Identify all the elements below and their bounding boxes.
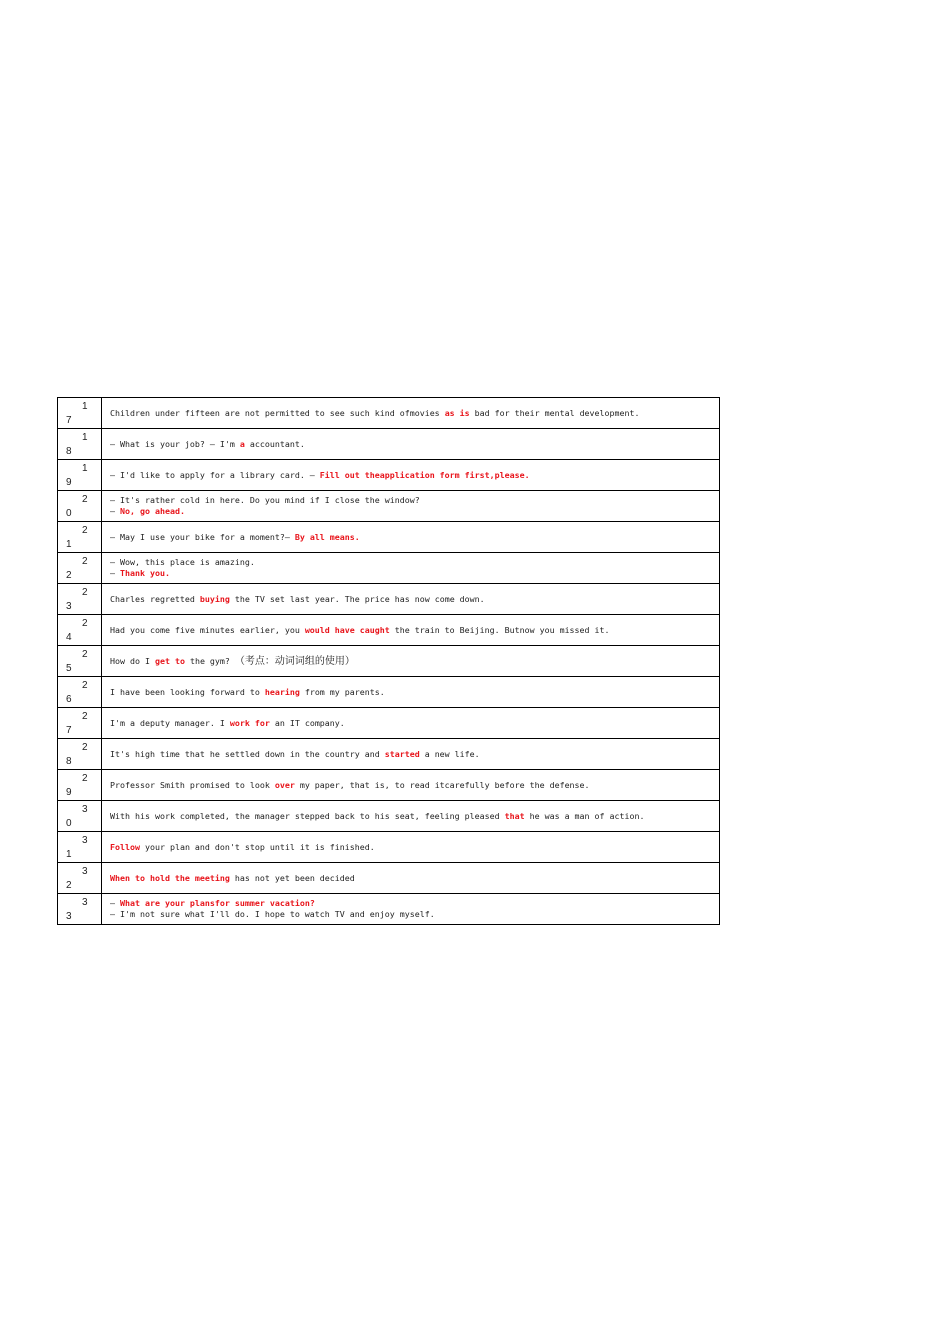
sentence-line — [110, 898, 719, 909]
sentence-text: he was a man of action. — [524, 810, 645, 821]
table-row — [58, 646, 720, 677]
sentence-text: — — [110, 898, 120, 908]
question-number — [58, 646, 102, 677]
table-row — [58, 801, 720, 832]
number-ones-digit: 9 — [66, 477, 72, 488]
answer-text: get to — [154, 655, 185, 666]
sentence-line — [110, 687, 719, 698]
answer-text: When to hold the meeting — [110, 872, 230, 883]
sentence-line — [110, 506, 719, 517]
sentence-cell — [102, 584, 720, 615]
sentence-text: an IT company. — [269, 717, 345, 728]
sentence-line — [110, 780, 719, 791]
sentence-cell — [102, 708, 720, 739]
answer-text: buying — [199, 593, 230, 604]
table-row — [58, 491, 720, 522]
answer-text: a — [239, 438, 245, 449]
number-tens-digit: 2 — [82, 587, 88, 598]
table-row — [58, 677, 720, 708]
table-row — [58, 584, 720, 615]
sentence-line — [110, 625, 719, 636]
question-number — [58, 801, 102, 832]
sentence-text: — May I use your bike for a moment?— — [110, 531, 295, 542]
table-body — [58, 398, 720, 925]
question-number — [58, 739, 102, 770]
sentence-text: Children under fifteen are not permitted to see such kind ofmovies — [110, 407, 445, 418]
sentence-line — [110, 439, 719, 450]
answer-text: would have caught — [304, 624, 390, 635]
question-number — [58, 894, 102, 925]
sentence-text: — What is your job? — I'm — [110, 438, 240, 449]
number-tens-digit: 3 — [82, 897, 88, 908]
sentence-text: — Wow, this place is amazing. — [110, 557, 255, 567]
question-number — [58, 770, 102, 801]
sentence-text: the gym? — [184, 655, 235, 666]
table-row — [58, 770, 720, 801]
sentence-text: I have been looking forward to — [110, 686, 265, 697]
sentence-line — [110, 470, 719, 481]
table-row — [58, 429, 720, 460]
number-ones-digit: 0 — [66, 508, 72, 519]
sentence-text: I'm a deputy manager. I — [110, 717, 230, 728]
number-tens-digit: 2 — [82, 494, 88, 505]
sentence-text: — — [110, 506, 120, 516]
table-row — [58, 615, 720, 646]
sentence-text: — — [110, 568, 120, 578]
sentence-cell — [102, 646, 720, 677]
sentence-line — [110, 909, 719, 920]
answer-text: Thank you. — [120, 568, 170, 578]
number-ones-digit: 2 — [66, 570, 72, 581]
sentence-text: With his work completed, the manager stepped back to his seat, feeling pleased — [110, 810, 505, 821]
sentence-cell — [102, 429, 720, 460]
sentence-text: — I'm not sure what I'll do. I hope to watch TV and enjoy myself. — [110, 909, 435, 919]
sentence-text: How do I — [110, 655, 155, 666]
table-row — [58, 832, 720, 863]
table-row — [58, 863, 720, 894]
question-number — [58, 522, 102, 553]
sentence-text: the train to Beijing. Butnow you missed it. — [389, 624, 610, 635]
answer-text: started — [384, 748, 420, 759]
sentence-text: your plan and don't stop until it is finished. — [139, 841, 375, 852]
sentence-cell — [102, 522, 720, 553]
number-tens-digit: 3 — [82, 835, 88, 846]
question-number — [58, 615, 102, 646]
table-row — [58, 522, 720, 553]
number-tens-digit: 1 — [82, 463, 88, 474]
answer-text: No, go ahead. — [120, 506, 185, 516]
sentence-text: Professor Smith promised to look — [110, 779, 275, 790]
sentence-line — [110, 718, 719, 729]
number-ones-digit: 1 — [66, 849, 72, 860]
table-row — [58, 553, 720, 584]
number-ones-digit: 3 — [66, 601, 72, 612]
number-ones-digit: 3 — [66, 911, 72, 922]
sentence-text: It's high time that he settled down in the country and — [110, 748, 385, 759]
sentence-text: accountant. — [244, 438, 305, 449]
sentence-line — [110, 749, 719, 760]
sentence-line — [110, 594, 719, 605]
number-ones-digit: 2 — [66, 880, 72, 891]
sentence-line — [110, 495, 719, 506]
number-tens-digit: 1 — [82, 401, 88, 412]
sentence-line — [110, 811, 719, 822]
sentence-text: the TV set last year. The price has now come down. — [229, 593, 485, 604]
question-number — [58, 863, 102, 894]
number-ones-digit: 6 — [66, 694, 72, 705]
number-ones-digit: 7 — [66, 725, 72, 736]
sentence-text: bad for their mental development. — [469, 407, 640, 418]
number-tens-digit: 1 — [82, 432, 88, 443]
table-row — [58, 739, 720, 770]
number-tens-digit: 2 — [82, 525, 88, 536]
number-tens-digit: 2 — [82, 649, 88, 660]
sentence-text: — It's rather cold in here. Do you mind if I close the window? — [110, 495, 420, 505]
number-ones-digit: 9 — [66, 787, 72, 798]
sentence-text: from my parents. — [299, 686, 385, 697]
sentence-line — [110, 568, 719, 579]
sentence-cell — [102, 801, 720, 832]
note-text: （考点：动词词组的使用） — [234, 655, 355, 667]
answer-text: What are your plansfor summer vacation? — [120, 898, 315, 908]
table-row — [58, 708, 720, 739]
sentence-cell — [102, 615, 720, 646]
sentence-cell — [102, 677, 720, 708]
sentence-text: — I'd like to apply for a library card. — — [110, 469, 320, 480]
sentence-text: a new life. — [419, 748, 480, 759]
table-row — [58, 398, 720, 429]
number-tens-digit: 2 — [82, 742, 88, 753]
table-row — [58, 894, 720, 925]
question-number — [58, 460, 102, 491]
answer-text: Fill out theapplication form first,please. — [319, 469, 530, 480]
sentence-cell — [102, 553, 720, 584]
answer-text: work for — [229, 717, 270, 728]
answer-text: as is — [444, 407, 470, 418]
sentence-text: my paper, that is, to read itcarefully before the defense. — [294, 779, 590, 790]
sentence-cell — [102, 491, 720, 522]
sentence-line — [110, 842, 719, 853]
sentence-cell — [102, 739, 720, 770]
number-tens-digit: 3 — [82, 804, 88, 815]
sentence-cell — [102, 770, 720, 801]
sentence-cell — [102, 460, 720, 491]
sentence-text: Charles regretted — [110, 593, 200, 604]
sentence-cell — [102, 863, 720, 894]
question-number — [58, 398, 102, 429]
sentence-text: has not yet been decided — [229, 872, 355, 883]
table-row — [58, 460, 720, 491]
number-ones-digit: 8 — [66, 756, 72, 767]
answer-text: that — [504, 810, 525, 821]
sentence-line — [110, 532, 719, 543]
sentence-line — [110, 873, 719, 884]
number-tens-digit: 2 — [82, 680, 88, 691]
number-tens-digit: 2 — [82, 773, 88, 784]
question-number — [58, 491, 102, 522]
answer-text: over — [274, 779, 295, 790]
exercise-table — [57, 397, 720, 925]
sentence-cell — [102, 832, 720, 863]
question-number — [58, 553, 102, 584]
question-number — [58, 708, 102, 739]
number-ones-digit: 8 — [66, 446, 72, 457]
number-ones-digit: 5 — [66, 663, 72, 674]
sentence-cell — [102, 894, 720, 925]
sentence-line — [110, 408, 719, 419]
answer-text: hearing — [264, 686, 300, 697]
number-ones-digit: 0 — [66, 818, 72, 829]
sentence-line — [110, 656, 719, 667]
number-ones-digit: 4 — [66, 632, 72, 643]
number-tens-digit: 2 — [82, 618, 88, 629]
number-tens-digit: 3 — [82, 866, 88, 877]
question-number — [58, 584, 102, 615]
question-number — [58, 677, 102, 708]
number-ones-digit: 1 — [66, 539, 72, 550]
sentence-line — [110, 557, 719, 568]
number-ones-digit: 7 — [66, 415, 72, 426]
sentence-cell — [102, 398, 720, 429]
question-number — [58, 429, 102, 460]
answer-text: Follow — [110, 841, 140, 852]
number-tens-digit: 2 — [82, 556, 88, 567]
answer-text: By all means. — [294, 531, 360, 542]
question-number — [58, 832, 102, 863]
number-tens-digit: 2 — [82, 711, 88, 722]
sentence-text: Had you come five minutes earlier, you — [110, 624, 305, 635]
